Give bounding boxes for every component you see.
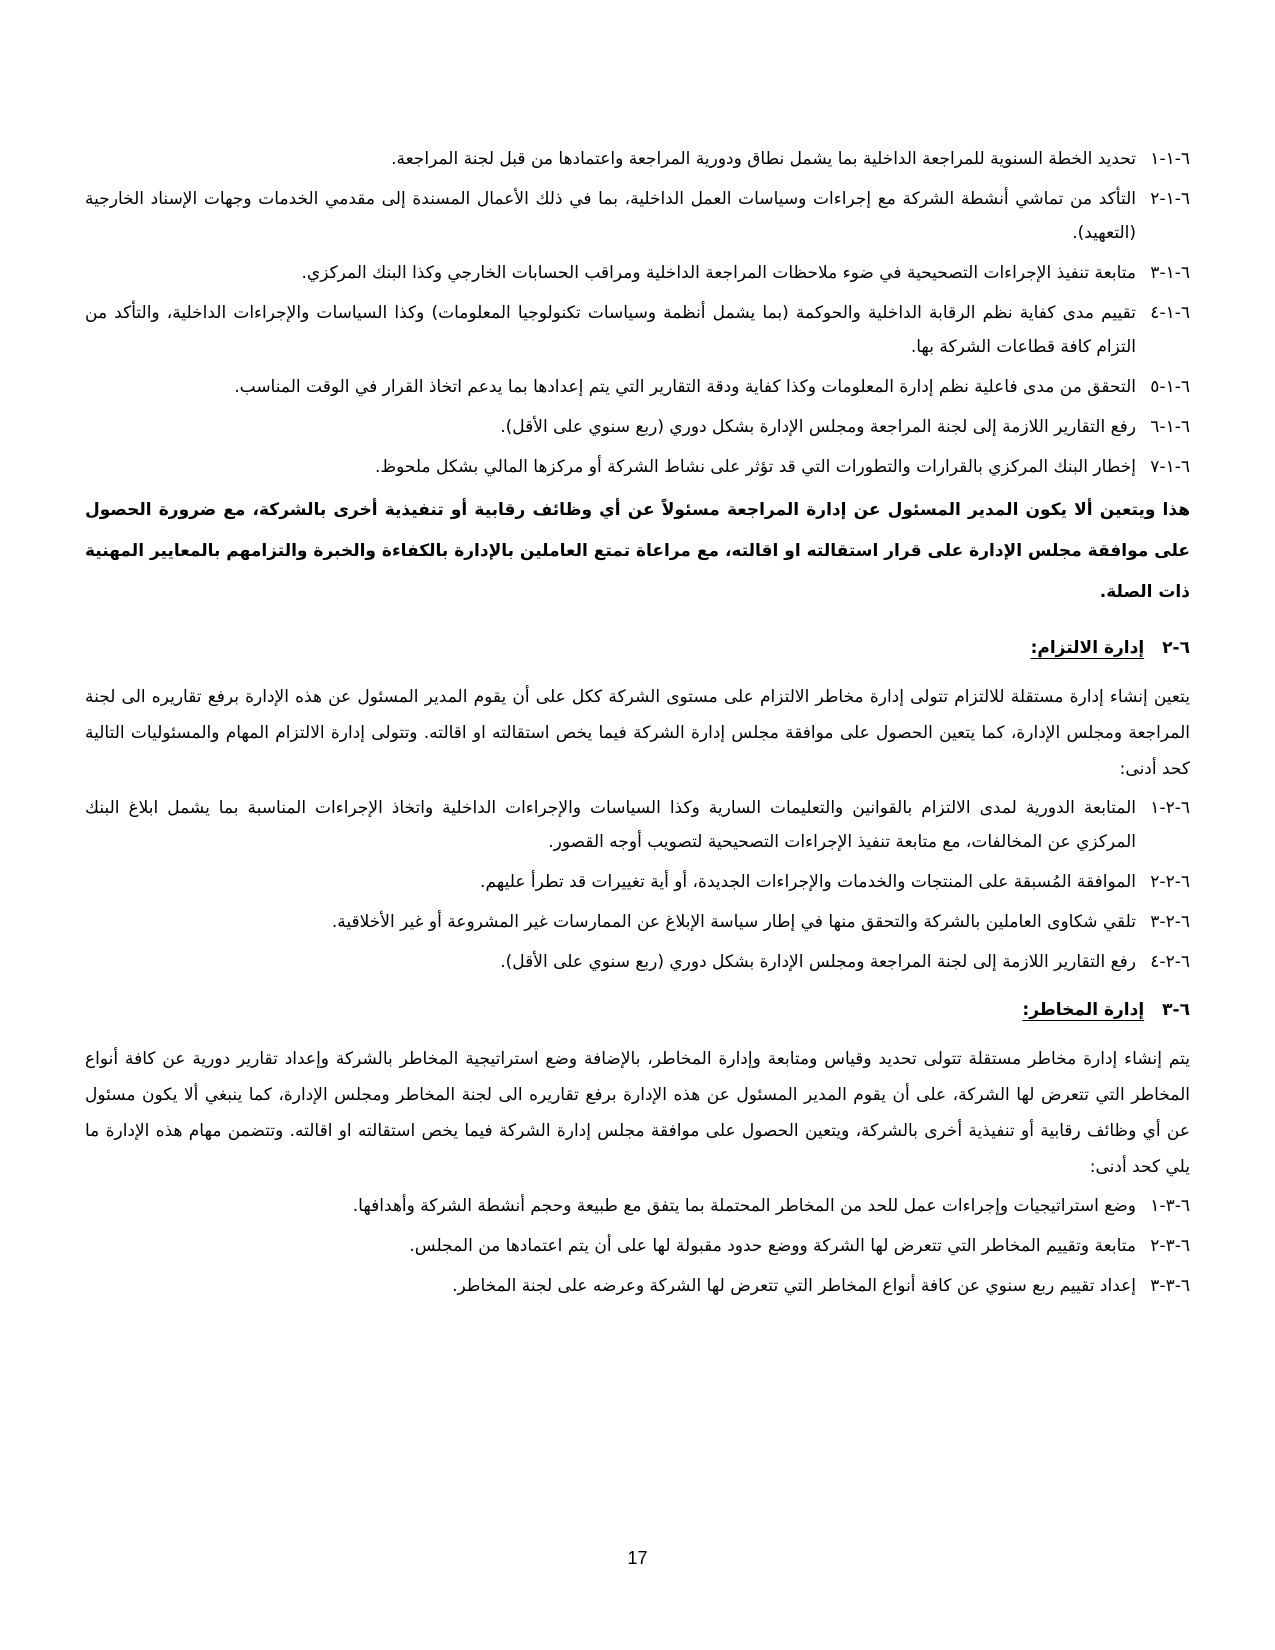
item-text: متابعة وتقييم المخاطر التي تتعرض لها الشركة ووضع حدود مقبولة لها على أن يتم اعتمادها من المجلس. bbox=[409, 1236, 1136, 1256]
section-heading bbox=[85, 993, 1190, 1027]
internal-audit-tasks bbox=[85, 142, 1190, 613]
list-item bbox=[85, 410, 1190, 444]
item-text: الموافقة المُسبقة على المنتجات والخدمات والإجراءات الجديدة، أو أية تغييرات قد تطرأ عليهم. bbox=[480, 872, 1136, 892]
item-number: ٦-١-٦ bbox=[1150, 417, 1190, 437]
list-item bbox=[85, 296, 1190, 364]
list-item bbox=[85, 791, 1190, 859]
item-text: إعداد تقييم ربع سنوي عن كافة أنواع المخاطر التي تتعرض لها الشركة وعرضه على لجنة المخاطر. bbox=[452, 1276, 1136, 1296]
item-number: ٦-٢-٢ bbox=[1150, 872, 1190, 892]
compliance-section bbox=[85, 631, 1190, 979]
item-text: رفع التقارير اللازمة إلى لجنة المراجعة ومجلس الإدارة بشكل دوري (ربع سنوي على الأقل). bbox=[500, 417, 1136, 437]
section-heading bbox=[85, 631, 1190, 665]
item-text: تقييم مدى كفاية نظم الرقابة الداخلية والحوكمة (بما يشمل أنظمة وسياسات تكنولوجيا المعلومات) وكذا السياسات والإجراءات الداخلية، والتأكد من التزام كافة قطاعات الشركة بها. bbox=[85, 303, 1136, 357]
item-text: تلقي شكاوى العاملين بالشركة والتحقق منها في إطار سياسة الإبلاغ عن الممارسات غير المشروعة أو غير الأخلاقية. bbox=[331, 912, 1136, 932]
list-item bbox=[85, 865, 1190, 899]
list-item bbox=[85, 450, 1190, 484]
item-number: ٦-١-٤ bbox=[1150, 303, 1190, 323]
list-item bbox=[85, 1229, 1190, 1263]
item-number: ٦-٢-٤ bbox=[1150, 952, 1190, 972]
item-number: ٦-١-٥ bbox=[1150, 377, 1190, 397]
item-text: إخطار البنك المركزي بالقرارات والتطورات التي قد تؤثر على نشاط الشركة أو مركزها المالي بشكل ملحوظ. bbox=[375, 457, 1136, 477]
page-content bbox=[85, 142, 1190, 1317]
item-text: تحديد الخطة السنوية للمراجعة الداخلية بما يشمل نطاق ودورية المراجعة واعتمادها من قبل لجنة المراجعة. bbox=[391, 149, 1136, 169]
list-item bbox=[85, 1189, 1190, 1223]
item-number: ٦-١-١ bbox=[1150, 149, 1190, 169]
section-intro: يتم إنشاء إدارة مخاطر مستقلة تتولى تحديد وقياس ومتابعة وإدارة المخاطر، بالإضافة وضع استراتيجية المخاطر بالشركة وإعداد تقارير دورية عن كافة أنواع المخاطر التي تتعرض لها الشركة، على أن يقوم المدير المسئول عن هذه الإدارة برفع تقاريره الى لجنة المخاطر ومجلس الإدارة، كما ينبغي ألا يكون مسئول عن أي وظائف رقابية أو تنفيذية أخرى بالشركة، ويتعين الحصول على موافقة مجلس إدارة الشركة فيما يخص استقالته او اقالته. وتتضمن مهام هذه الإدارة ما يلي كحد أدنى: bbox=[85, 1049, 1190, 1177]
item-number: ٦-٢-١ bbox=[1150, 798, 1190, 818]
item-text: رفع التقارير اللازمة إلى لجنة المراجعة ومجلس الإدارة بشكل دوري (ربع سنوي على الأقل). bbox=[500, 952, 1136, 972]
page-number: 17 bbox=[627, 1548, 648, 1568]
heading-title: إدارة المخاطر: bbox=[1022, 1000, 1145, 1020]
list-item bbox=[85, 370, 1190, 404]
list-item bbox=[85, 142, 1190, 176]
item-text: متابعة تنفيذ الإجراءات التصحيحية في ضوء ملاحظات المراجعة الداخلية ومراقب الحسابات الخارجي وكذا البنك المركزي. bbox=[301, 263, 1136, 283]
item-text: التأكد من تماشي أنشطة الشركة مع إجراءات وسياسات العمل الداخلية، بما في ذلك الأعمال المسندة إلى مقدمي الخدمات وجهات الإسناد الخارجية (التعهيد). bbox=[85, 189, 1136, 243]
list-item bbox=[85, 905, 1190, 939]
section-intro: يتعين إنشاء إدارة مستقلة للالتزام تتولى إدارة مخاطر الالتزام على مستوى الشركة ككل على أن يقوم المدير المسئول عن هذه الإدارة برفع تقاريره الى لجنة المراجعة ومجلس الإدارة، كما يتعين الحصول على موافقة مجلس إدارة الشركة فيما يخص استقالته او اقالته. وتتولى إدارة الالتزام المهام والمسئوليات التالية كحد أدنى: bbox=[85, 687, 1190, 779]
list-item bbox=[85, 945, 1190, 979]
risk-section bbox=[85, 993, 1190, 1303]
heading-number: ٦-٢ bbox=[1162, 638, 1190, 658]
item-text: وضع استراتيجيات وإجراءات عمل للحد من المخاطر المحتملة بما يتفق مع طبيعة وحجم أنشطة الشركة وأهدافها. bbox=[352, 1196, 1136, 1216]
list-item bbox=[85, 1269, 1190, 1303]
item-number: ٦-٣-٣ bbox=[1150, 1276, 1190, 1296]
heading-title: إدارة الالتزام: bbox=[1030, 638, 1145, 658]
heading-number: ٦-٣ bbox=[1162, 1000, 1190, 1020]
item-number: ٦-١-٧ bbox=[1150, 457, 1190, 477]
item-number: ٦-٢-٣ bbox=[1150, 912, 1190, 932]
item-text: التحقق من مدى فاعلية نظم إدارة المعلومات وكذا كفاية ودقة التقارير التي يتم إعدادها بما يدعم اتخاذ القرار في الوقت المناسب. bbox=[234, 377, 1136, 397]
item-number: ٦-١-٣ bbox=[1150, 263, 1190, 283]
audit-manager-note: هذا ويتعين ألا يكون المدير المسئول عن إدارة المراجعة مسئولاً عن أي وظائف رقابية أو تنفيذية أخرى بالشركة، مع ضرورة الحصول على موافقة مجلس الإدارة على قرار استقالته او اقالته، مع مراعاة تمتع العاملين بالإدارة بالكفاءة والخبرة والتزامهم بالمعايير المهنية ذات الصلة. bbox=[85, 500, 1190, 602]
item-number: ٦-١-٢ bbox=[1150, 189, 1190, 209]
item-number: ٦-٣-١ bbox=[1150, 1196, 1190, 1216]
item-text: المتابعة الدورية لمدى الالتزام بالقوانين والتعليمات السارية وكذا السياسات والإجراءات الداخلية واتخاذ الإجراءات المناسبة بما يشمل ابلاغ البنك المركزي عن المخالفات، مع متابعة تنفيذ الإجراءات التصحيحية لتصويب أوجه القصور. bbox=[85, 798, 1136, 852]
item-number: ٦-٣-٢ bbox=[1150, 1236, 1190, 1256]
list-item bbox=[85, 182, 1190, 250]
list-item bbox=[85, 256, 1190, 290]
